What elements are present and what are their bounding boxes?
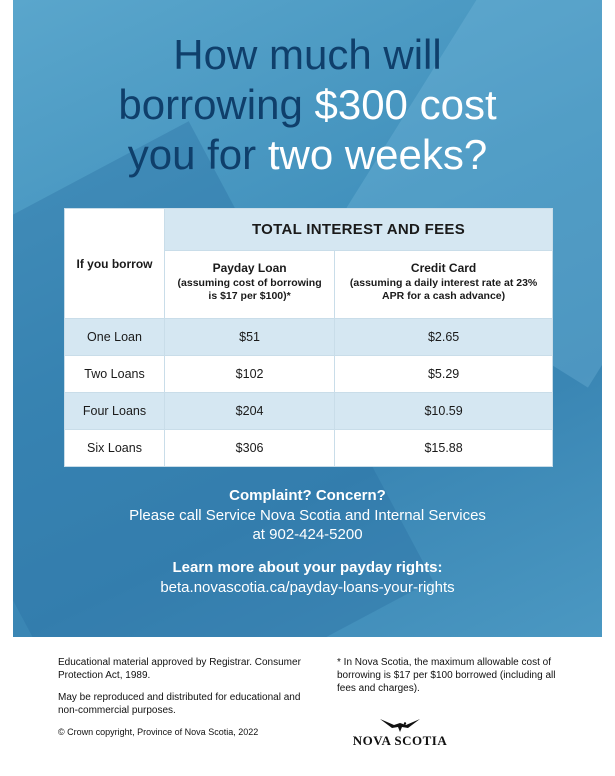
table-row [65, 430, 553, 467]
payday-cost: $306 [165, 430, 335, 467]
footnote: * In Nova Scotia, the maximum allowable cost of borrowing is $17 per $100 borrowed (including all fees and charges). [337, 657, 556, 694]
credit-cost: $2.65 [335, 319, 553, 356]
contact-line: Please call Service Nova Scotia and Internal Services [129, 507, 486, 524]
row-label: Two Loans [65, 356, 165, 393]
column-header-payday-loan: Payday Loan (assuming cost of borrowing is $17 per $100)* [165, 251, 335, 319]
headline-highlight: two weeks? [267, 131, 488, 178]
payday-cost: $102 [165, 356, 335, 393]
table-row [65, 319, 553, 356]
contact-section [13, 486, 602, 597]
poster-background [13, 0, 602, 637]
table-row [65, 393, 553, 430]
complaint-heading: Complaint? Concern? [229, 487, 386, 504]
copyright-note: © Crown copyright, Province of Nova Scotia, 2022 [58, 727, 259, 737]
footer-left [58, 656, 308, 748]
payday-cost: $204 [165, 393, 335, 430]
interest-fees-table [64, 208, 553, 467]
approval-note: Educational material approved by Registrar. Consumer Protection Act, 1989. [58, 657, 301, 681]
row-label: Six Loans [65, 430, 165, 467]
headline [13, 30, 602, 180]
row-label: Four Loans [65, 393, 165, 430]
bird-icon [378, 716, 422, 734]
logo-wordmark: NOVA SCOTIA [352, 733, 448, 748]
table-row [65, 356, 553, 393]
column-group-total-interest: TOTAL INTEREST AND FEES [165, 209, 553, 251]
payday-cost: $51 [165, 319, 335, 356]
row-label: One Loan [65, 319, 165, 356]
column-header-credit-card: Credit Card (assuming a daily interest rate at 23% APR for a cash advance) [335, 251, 553, 319]
rights-url[interactable]: beta.novascotia.ca/payday-loans-your-rights [160, 579, 455, 596]
credit-cost: $5.29 [335, 356, 553, 393]
credit-cost: $10.59 [335, 393, 553, 430]
headline-line-1: How much will [173, 31, 442, 78]
nova-scotia-logo [340, 716, 460, 752]
headline-line-2: borrowing $300 cost [118, 81, 497, 128]
headline-highlight: $300 cost [314, 81, 497, 128]
column-header-if-you-borrow: If you borrow [65, 209, 165, 319]
headline-line-3: you for two weeks? [127, 131, 488, 178]
learn-more-heading: Learn more about your payday rights: [172, 559, 443, 576]
reproduction-note: May be reproduced and distributed for educational and non-commercial purposes. [58, 692, 301, 716]
phone-number: at 902-424-5200 [252, 526, 363, 543]
footer-right [337, 656, 567, 704]
credit-cost: $15.88 [335, 430, 553, 467]
